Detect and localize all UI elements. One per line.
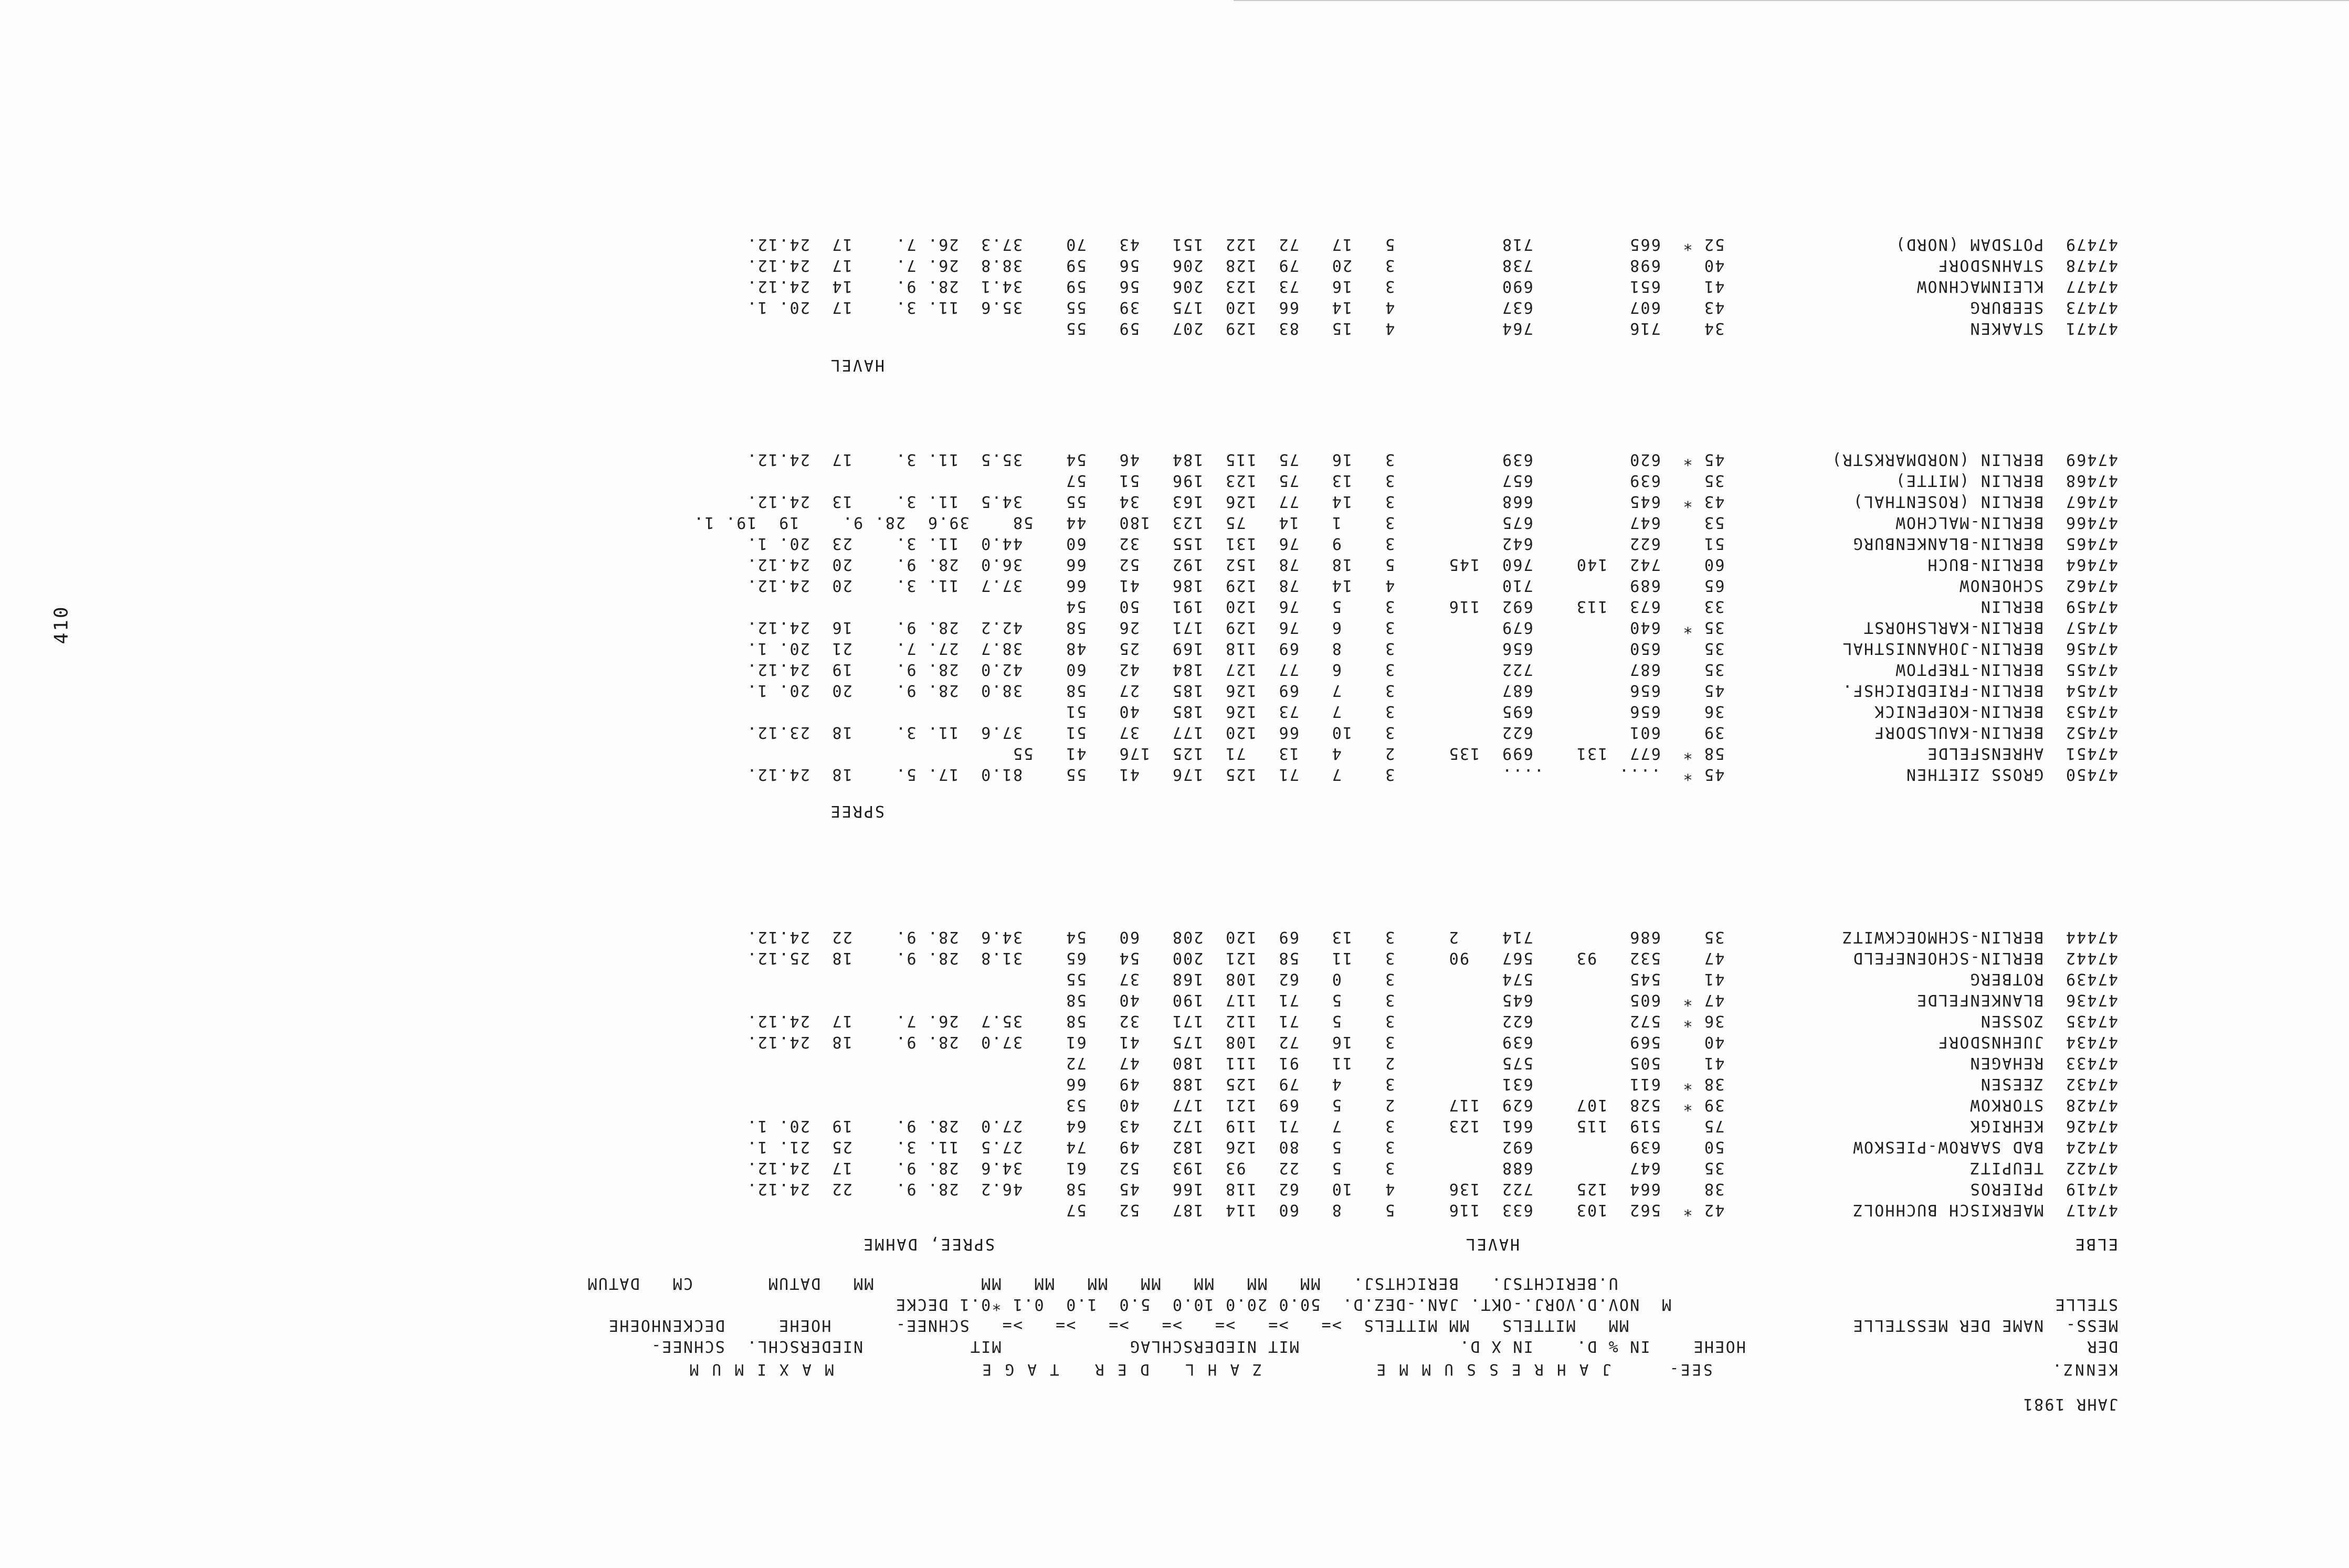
- river-label-spree: SPREE: [829, 802, 884, 820]
- page-number: 410: [50, 605, 72, 644]
- table-row: 47471 STAAKEN 34 716 764 4 15 83 129 207 59 55: [1065, 319, 2118, 337]
- table-row: 47424 BAD SAAROW-PIESKOW 50 639 692 3 5 80 126 182 49 74 27.5 11. 3. 25 21. 1.: [746, 1138, 2118, 1156]
- table-row: 47432 ZEESEN 38 * 611 631 3 4 79 125 188 49 66: [1065, 1075, 2118, 1093]
- table-row: 47450 GROSS ZIETHEN 45 * .... .... 3 7 71 125 176 41 55 81.0 17. 5. 18 24.12.: [746, 765, 2118, 783]
- river-label-spree-dahme: SPREE, DAHME: [862, 1235, 995, 1253]
- table-row: 47456 BERLIN-JOHANNISTHAL 35 650 656 3 8 69 118 169 25 48 38.7 27. 7. 21 20. 1.: [746, 639, 2118, 658]
- header-line-mess: MESS- NAME DER MESSTELLE MM MITTELS MM MITTELS >= >= >= >= >= >= >= SCHNEE- HOEHE DECKENHOEHE: [607, 1316, 2118, 1334]
- table-row: 47478 STAHNSDORF 40 698 738 3 20 79 128 206 56 59 38.8 26. 7. 17 24.12.: [746, 256, 2118, 274]
- table-row: 47442 BERLIN-SCHOENEFELD 47 532 93 567 90 3 11 58 121 200 54 65 31.8 28. 9. 18 25.12.: [746, 949, 2118, 967]
- river-label-havel: HAVEL: [829, 356, 884, 374]
- table-row: 47433 REHAGEN 41 505 575 2 11 91 111 180 47 72: [1065, 1054, 2118, 1072]
- river-label-havel-upper: HAVEL: [1464, 1235, 1520, 1253]
- table-row: 47466 BERLIN-MALCHOW 53 647 675 3 1 14 75 123 180 44 58 39.6 28. 9. 19 19. 1.: [692, 513, 2118, 532]
- header-year: JAHR 1981: [2022, 1395, 2118, 1413]
- table-row: 47455 BERLIN-TREPTOW 35 687 722 3 6 77 127 184 42 60 42.0 28. 9. 19 24.12.: [746, 660, 2118, 679]
- table-row: 47422 TEUPITZ 35 647 688 3 5 22 93 193 52 61 34.6 28. 9. 17 24.12.: [746, 1159, 2118, 1177]
- table-row: 47435 ZOSSEN 36 * 572 622 3 5 71 112 171 32 58 35.7 26. 7. 17 24.12.: [746, 1012, 2118, 1030]
- table-row: 47477 KLEINMACHNOW 41 651 690 3 16 73 123 206 56 59 34.1 28. 9. 14 24.12.: [746, 277, 2118, 295]
- header-line-der: DER HOEHE IN % D. IN X D. MIT NIEDERSCHLAG MIT NIEDERSCHL. SCHNEE-: [650, 1337, 2118, 1355]
- table-row: 47452 BERLIN-KAULSDORF 39 601 622 3 10 66 120 177 37 51 37.6 11. 3. 18 23.12.: [746, 723, 2118, 741]
- table-row: 47444 BERLIN-SCHMOECKWITZ 35 686 714 2 3 13 69 120 208 60 54 34.6 28. 9. 22 24.12.: [746, 928, 2118, 946]
- table-row: 47479 POTSDAM (NORD) 52 * 665 718 5 17 72 122 151 43 70 37.3 26. 7. 17 24.12.: [746, 235, 2118, 253]
- table-row: 47459 BERLIN 33 673 113 692 116 3 5 76 120 191 50 54: [1065, 597, 2118, 616]
- table-row: 47453 BERLIN-KOEPENICK 36 656 695 3 7 73 126 185 40 51: [1065, 702, 2118, 721]
- table-row: 47469 BERLIN (NORDMARKSTR) 45 * 620 639 3 16 75 115 184 46 54 35.5 11. 3. 17 24.12.: [746, 450, 2118, 469]
- table-row: 47464 BERLIN-BUCH 60 742 140 760 145 5 18 78 152 192 52 66 36.0 28. 9. 20 24.12.: [746, 555, 2118, 574]
- header-line-units: U.BERICHTSJ. BERICHTSJ. MM MM MM MM MM MM MM MM DATUM CM DATUM: [586, 1274, 2118, 1292]
- table-row: 47454 BERLIN-FRIEDRICHSF. 45 656 687 3 7 69 126 185 27 58 38.0 28. 9. 20 20. 1.: [746, 681, 2118, 700]
- table-row: 47434 JUEHNSDORF 40 569 639 3 16 72 108 175 41 61 37.0 28. 9. 18 24.12.: [746, 1033, 2118, 1051]
- table-row: 47426 KEHRIGK 75 519 115 661 123 3 7 71 119 172 43 64 27.0 28. 9. 19 20. 1.: [746, 1117, 2118, 1135]
- river-label-elbe: ELBE: [2073, 1235, 2118, 1253]
- header-line-kennz: KENNZ. SEE- J A H R E S S U M M E Z A H L D E R T A G E M A X I M U M: [687, 1361, 2118, 1379]
- table-row: 47417 MAERKISCH BUCHHOLZ 42 * 562 103 633 116 5 8 60 114 187 52 57: [1065, 1201, 2118, 1219]
- table-row: 47457 BERLIN-KARLSHORST 35 * 640 679 3 6 76 129 171 26 58 42.2 28. 9. 16 24.12.: [746, 618, 2118, 637]
- header-line-stelle: STELLE M NOV.D.VORJ.-OKT. JAN.-DEZ.D. 50.0 20.0 10.0 5.0 1.0 0.1 *0.1 DECKE: [894, 1295, 2118, 1313]
- table-row: 47436 BLANKENFELDE 47 * 605 645 3 5 71 117 190 40 58: [1065, 991, 2118, 1009]
- table-row: 47468 BERLIN (MITTE) 35 639 657 3 13 75 123 196 51 57: [1065, 471, 2118, 490]
- table-row: 47465 BERLIN-BLANKENBURG 51 622 642 3 9 76 131 155 32 60 44.0 11. 3. 23 20. 1.: [746, 534, 2118, 553]
- table-row: 47451 AHRENSFELDE 58 * 677 131 699 135 2 4 13 71 125 176 41 55: [1012, 744, 2118, 762]
- table-row: 47428 STORKOW 39 * 528 107 629 117 2 5 69 121 177 40 53: [1065, 1096, 2118, 1114]
- table-row: 47462 SCHOENOW 65 689 710 4 14 78 129 186 41 66 37.7 11. 3. 20 24.12.: [746, 576, 2118, 595]
- table-row: 47439 ROTBERG 41 545 574 3 0 62 108 168 37 55: [1065, 970, 2118, 988]
- table-row: 47473 SEEBURG 43 607 637 4 14 66 120 175 39 55 35.6 11. 3. 17 20. 1.: [746, 298, 2118, 316]
- table-row: 47467 BERLIN (ROSENTHAL) 43 * 645 668 3 14 77 126 163 34 55 34.5 11. 3. 13 24.12.: [746, 492, 2118, 511]
- table-row: 47419 PRIEROS 38 664 125 722 136 4 10 62 118 166 45 58 46.2 28. 9. 22 24.12.: [746, 1180, 2118, 1198]
